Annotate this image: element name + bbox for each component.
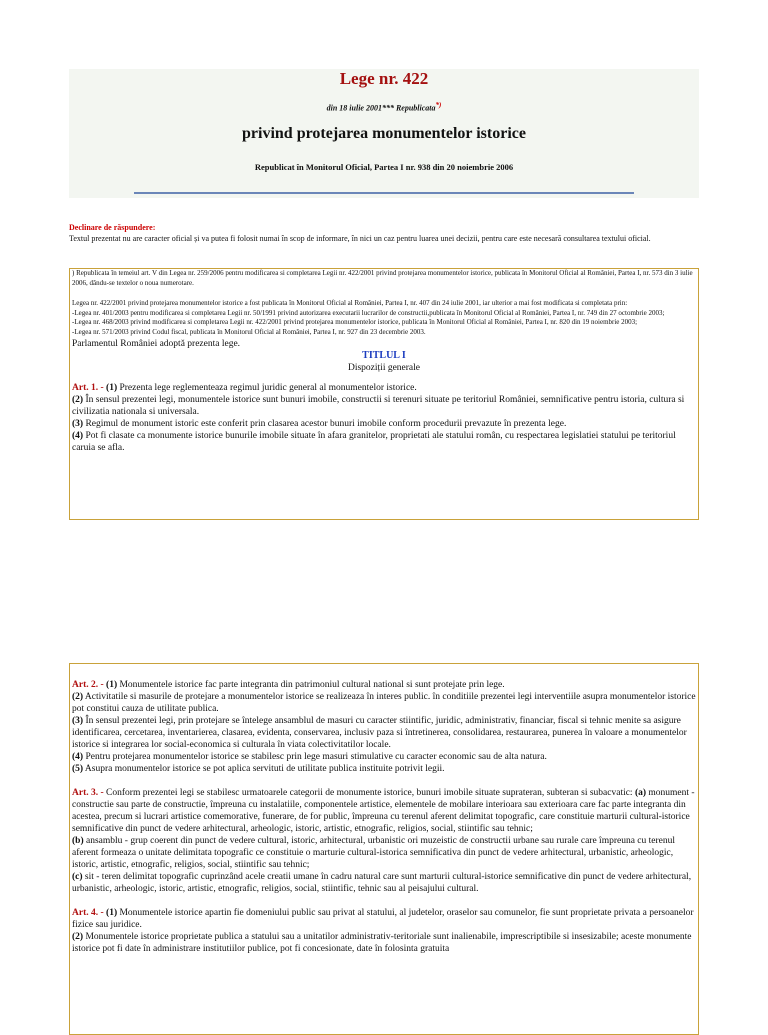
paragraph-text: ansamblu - grup coerent din punct de vedere cultural, istoric, arhitectural, urbanistic ori muzeistic de constructii urbane sau rurale care împreuna cu terenul aferent formeaza o unitate delimitata topografic ce constituie o marturie cultural-istorica semnificativa din punct de vedere arhitectural, urbanistic, arheologic, istoric, artistic, etnografic, religios, social, stiintific sau tehnic; (72, 836, 676, 870)
law-title: Lege nr. 422 (339, 69, 429, 88)
paragraph-text: Asupra monumentelor istorice se pot aplica servituti de utilitate publica instituite potrivit legii. (83, 764, 445, 774)
publication-info: Republicat în Monitorul Oficial, Partea I nr. 938 din 20 noiembrie 2006 (254, 162, 514, 172)
paragraph-number: (1) (106, 908, 118, 918)
amendment-2: -Legea nr. 468/2003 privind modificarea si completarea Legii nr. 422/2001 privind protejarea monumentelor istorice, publicata în Monitorul Oficial al României, Partea I, nr. 820 din 19 noiembrie 2003; (72, 318, 638, 327)
paragraph-number: (a) (634, 788, 647, 798)
paragraph-number: (c) (72, 872, 83, 882)
paragraph-number: (1) (106, 680, 118, 690)
paragraph-text: Activitatile si masurile de protejare a monumentelor istorice se realizeaza în interes public. în conditiile prezentei legi interventiile asupra monumentelor istorice pot constitui cauza de utilitate publica. (72, 692, 696, 714)
paragraph-number: (1) (106, 382, 118, 393)
section-heading: Dispoziții generale (347, 362, 420, 373)
paragraph-text: Regimul de monument istoric este conferit prin clasarea acestor bunuri imobile conform procedurii prevazute în prezenta lege. (83, 418, 567, 429)
disclaimer-heading: Declinare de răspundere: (69, 223, 156, 232)
paragraph-number: (3) (72, 716, 84, 726)
paragraph-number: (2) (72, 394, 84, 405)
header-strip (69, 187, 699, 198)
article-label: Art. 1. - (72, 382, 104, 393)
paragraph-number: (b) (72, 836, 84, 846)
content-box-2 (69, 663, 699, 1035)
paragraph-text: Prezenta lege reglementeaza regimul juridic general al monumentelor istorice. (117, 382, 417, 393)
law-main-title: privind protejarea monumentelor istorice (242, 125, 526, 142)
article-label: Art. 2. - (72, 680, 104, 690)
article-4 (70, 907, 698, 955)
article-3 (70, 787, 698, 895)
adoption-statement: Parlamentul României adoptă prezenta lege. (72, 338, 241, 349)
article-1 (70, 382, 698, 454)
paragraph-text: Conform prezentei legi se stabilesc urmatoarele categorii de monumente istorice, bunuri imobile situate suprateran, subteran si subacvatic: (103, 788, 633, 798)
law-history-note: Legea nr. 422/2001 privind protejarea monumentelor istorice a fost publicata în Monitorul Oficial al României, Partea I, nr. 407 din 24 iulie 2001, iar ulterior a mai fost modificata si completata prin: (72, 299, 628, 308)
republication-note: ) Republicata în temeiul art. V din Legea nr. 259/2006 pentru modificarea si completarea Legii nr. 422/2001 privind protejarea monumentelor istorice, publicata în Monitorul Oficial al României, Partea I, nr. 573 din 3 iulie 2006, dându-se textelor o noua numerotare. (72, 269, 693, 287)
disclaimer (69, 222, 699, 244)
paragraph-number: (2) (72, 692, 84, 702)
paragraph-text: Monumentele istorice proprietate publica a statului sau a unitatilor administrativ-teritoriale sunt inalienabile, imprescriptibile si insesizabile; aceste monumente istorice pot fi date în administrare institutiilor publice, pot fi concesionate, date în folosinta gratuita (72, 932, 692, 954)
paragraph-number: (4) (72, 430, 84, 441)
title-heading: TITLUL I (362, 349, 406, 361)
footnote-link[interactable]: *) (435, 101, 442, 109)
law-subtitle (69, 101, 699, 113)
article-label: Art. 4. - (72, 908, 104, 918)
amendment-3: -Legea nr. 571/2003 privind Codul fiscal, publicata în Monitorul Oficial al României, Partea I, nr. 927 din 23 decembrie 2003. (72, 327, 426, 336)
paragraph-text: Monumentele istorice fac parte integranta din patrimoniul cultural national si sunt protejate prin lege. (117, 680, 505, 690)
paragraph-number: (5) (72, 764, 84, 774)
paragraph-text: Pot fi clasate ca monumente istorice bunurile imobile situate în afara granitelor, proprietati ale statului român, cu respectarea legislatiei statului pe teritoriul caruia se afla. (72, 430, 676, 453)
paragraph-number: (4) (72, 752, 84, 762)
paragraph-text: sit - teren delimitat topografic cuprinzând acele creatii umane în cadru natural care sunt marturii cultural-istorice semnificative din punct de vedere arhitectural, urbanistic, arheologic, istoric, artistic, etnografic, religios, social, stiintific, tehnic sau al peisajului cultural. (72, 872, 692, 894)
disclaimer-text: Textul prezentat nu are caracter oficial și va putea fi folosit numai în scop de informare, în nici un caz pentru luarea unei decizii, pentru care este necesară consultarea textului oficial. (69, 234, 651, 243)
header-divider (134, 192, 634, 194)
paragraph-text: În sensul prezentei legi, monumentele istorice sunt bunuri imobile, constructii si terenuri situate pe teritoriul României, semnificative pentru istoria, cultura si civilizatia nationala si universala. (72, 394, 685, 417)
paragraph-text: În sensul prezentei legi, prin protejare se întelege ansamblul de masuri cu caracter stiintific, juridic, administrativ, financiar, fiscal si tehnic menite sa asigure identificarea, cercetarea, inventarierea, clasarea, evidenta, conservarea, inclusiv paza si întretinerea, consolidarea, restaurarea, punerea în valoare a monumentelor istorice si integrarea lor social-economica si culturala în viata colectivitatilor locale. (72, 716, 687, 750)
amendment-1: -Legea nr. 401/2003 pentru modificarea si completarea Legii nr. 50/1991 privind autorizarea executarii lucrarilor de constructii,publicata în Monitorul Oficial al României, Partea I, nr. 749 din 27 octombrie 2003; (72, 308, 665, 317)
paragraph-text: Monumentele istorice apartin fie domeniului public sau privat al statului, al judetelor, oraselor sau comunelor, fie sunt proprietate privata a persoanelor fizice sau juridice. (72, 908, 694, 930)
article-2 (70, 679, 698, 775)
paragraph-text: monument - constructie sau parte de constructie, împreuna cu instalatiile, componentele artistice, elementele de mobilare interioara sau exterioara care fac parte integranta din acestea, precum si lucrari artistice comemorative, funerare, de for public, împreuna cu terenul aferent delimitat topografic, care constituie marturii cultural-istorice semnificative din punct de vedere arhitectural, arheologic, istoric, artistic, etnografic, religios, social, stiintific sau tehnic; (72, 788, 695, 834)
document-header (69, 69, 699, 187)
paragraph-number: (3) (72, 418, 84, 429)
paragraph-text: Pentru protejarea monumentelor istorice se stabilesc prin lege masuri stimulative cu caracter economic sau de alta natura. (83, 752, 547, 762)
law-date: din 18 iulie 2001*** Republicata (326, 103, 436, 113)
article-label: Art. 3. - (72, 788, 104, 798)
content-box-1 (69, 268, 699, 520)
paragraph-number: (2) (72, 932, 84, 942)
